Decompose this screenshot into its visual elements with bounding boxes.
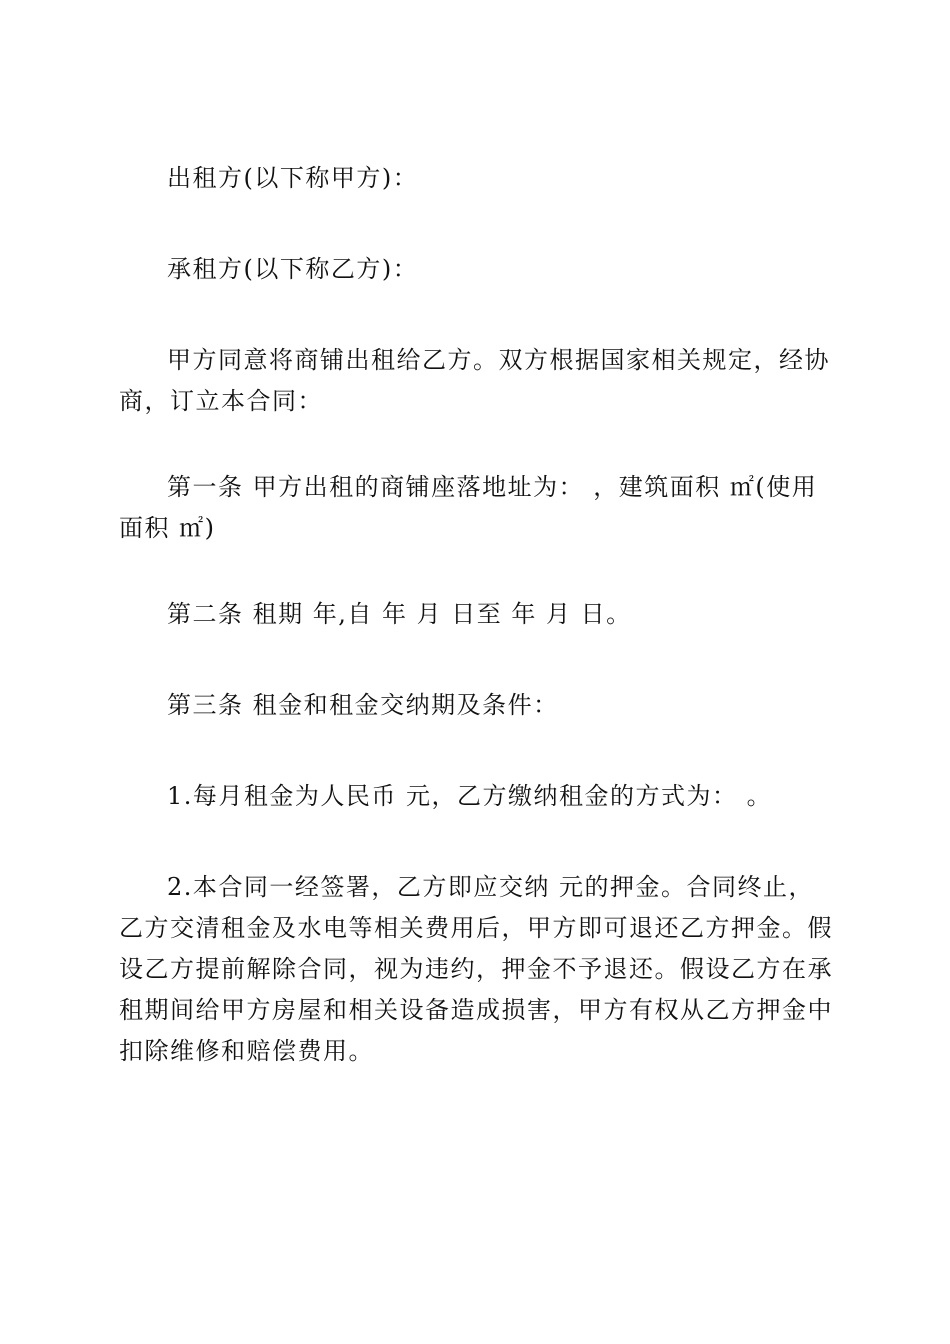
- paragraph-lessee: 承租方(以下称乙方)：: [167, 255, 419, 283]
- document-body: [119, 158, 839, 1072]
- paragraph-article-1: 第一条 甲方出租的商铺座落地址为： ，建筑面积 ㎡(使用面积 ㎡): [119, 473, 818, 542]
- paragraph-lessor: 出租方(以下称甲方)：: [167, 164, 419, 192]
- paragraph-article-2: 第二条 租期 年,自 年 月 日至 年 月 日。: [167, 600, 632, 628]
- paragraph-agreement-intro: 甲方同意将商铺出租给乙方。双方根据国家相关规定，经协商，订立本合同：: [119, 346, 830, 415]
- paragraph-deposit-clause-2: 2.本合同一经签署，乙方即应交纳 元的押金。合同终止，乙方交清租金及水电等相关费用后，甲方即可退还乙方押金。假设乙方提前解除合同，视为违约，押金不予退还。假设乙方在承租期间给甲方房屋和相关设备造成损害，甲方有权从乙方押金中扣除维修和赔偿费用。: [119, 873, 833, 1065]
- paragraph-article-3: 第三条 租金和租金交纳期及条件：: [167, 691, 559, 719]
- paragraph-rent-clause-1: 1.每月租金为人民币 元，乙方缴纳租金的方式为： 。: [167, 782, 773, 810]
